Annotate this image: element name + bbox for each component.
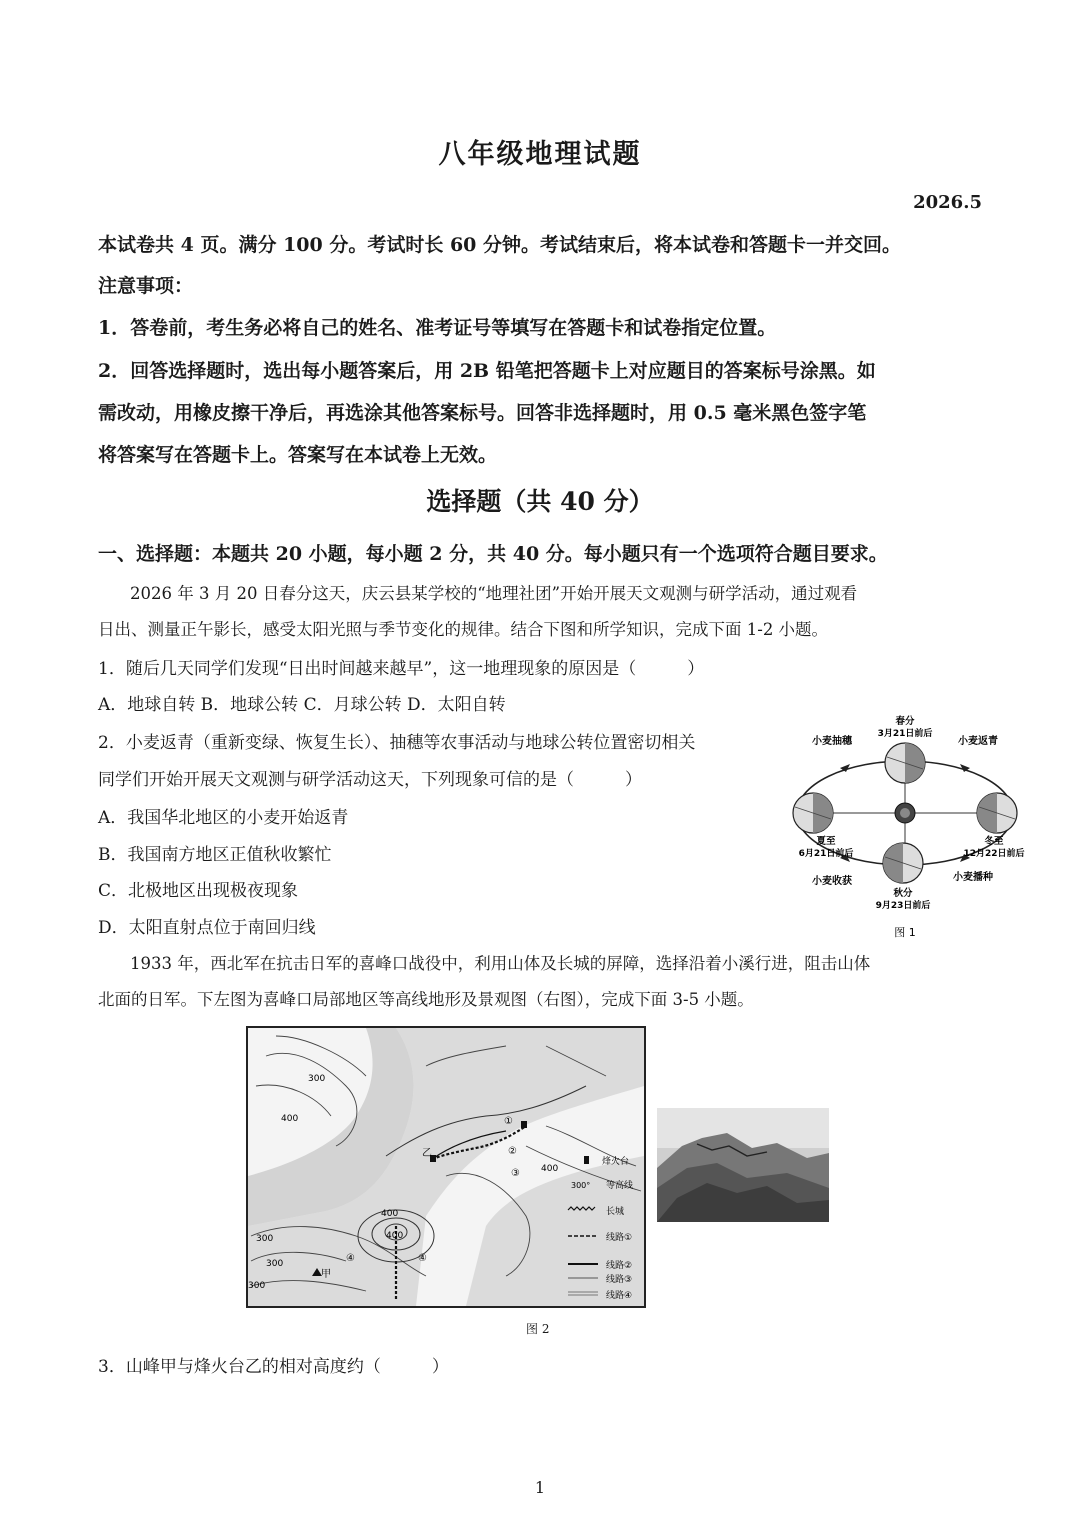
fig2-contour-400d: 400 <box>281 1114 299 1124</box>
fig1-winter: 冬至 <box>984 836 1004 847</box>
fig1-summer-date: 6月21日前后 <box>798 849 854 859</box>
page-number: 1 <box>534 1478 546 1497</box>
fig1-label-heading: 小麦抽穗 <box>812 736 852 747</box>
fig1-autumn: 秋分 <box>893 888 913 899</box>
notice-item-2-line-2: 需改动，用橡皮擦干净后，再选涂其他答案标号。回答非选择题时，用 0.5 毫米黑色签字笔 <box>98 402 867 424</box>
fig1-label-sowing: 小麦播种 <box>953 872 993 883</box>
fig2-contour-300b: 300 <box>256 1234 274 1244</box>
fig2-beacon-label: 乙 <box>422 1148 432 1159</box>
question-2-option-b: B．我国南方地区正值秋收繁忙 <box>98 845 332 865</box>
fig2-route-mark-2: ② <box>508 1146 517 1157</box>
legend-route-3: 线路③ <box>606 1275 633 1285</box>
fig1-winter-date: 12月22日前后 <box>963 849 1025 859</box>
legend-contour: 等高线 <box>606 1181 634 1191</box>
notice-item-1: 1．答卷前，考生务必将自己的姓名、准考证号等填写在答题卡和试卷指定位置。 <box>98 317 777 339</box>
fig1-spring-date: 3月21日前后 <box>877 729 933 739</box>
fig2-contour-400c: 400 <box>386 1231 404 1241</box>
question-1-options: A．地球自转 B．地球公转 C．月球公转 D．太阳自转 <box>98 695 506 715</box>
legend-beacon-icon <box>584 1156 589 1164</box>
fig1-summer: 夏至 <box>816 836 836 847</box>
earth-spring-icon <box>885 743 925 783</box>
earth-winter-icon <box>977 793 1017 833</box>
legend-route-4: 线路④ <box>606 1291 633 1301</box>
fig2-caption: 图 2 <box>526 1322 550 1336</box>
fig1-label-greening: 小麦返青 <box>958 736 998 747</box>
section-title: 选择题（共 40 分） <box>426 487 654 516</box>
exam-date: 2026.5 <box>913 192 982 213</box>
page-title: 八年级地理试题 <box>438 139 642 170</box>
part-one-heading: 一、选择题：本题共 20 小题，每小题 2 分，共 40 分。每小题只有一个选项符合题目要求。 <box>98 543 888 565</box>
question-2-option-c: C．北极地区出现极夜现象 <box>98 881 299 901</box>
fig2-route-mark-1: ① <box>504 1116 513 1127</box>
fig2-contour-400b: 400 <box>381 1209 399 1219</box>
fig2-contour-400a: 400 <box>541 1164 559 1174</box>
passage-2-line-1: 1933 年，西北军在抗击日军的喜峰口战役中，利用山体及长城的屏障，选择沿着小溪行进，阻击山体 <box>130 954 871 973</box>
fig2-contour-300a: 300 <box>308 1074 326 1084</box>
passage-1-line-1: 2026 年 3 月 20 日春分这天，庆云县某学校的“地理社团”开始开展天文观测与研学活动，通过观看 <box>130 584 858 603</box>
question-2-line-1: 2．小麦返青（重新变绿、恢复生长）、抽穗等农事活动与地球公转位置密切相关 <box>98 733 696 753</box>
notice-heading: 注意事项： <box>98 275 194 297</box>
passage-2-line-2: 北面的日军。下左图为喜峰口局部地区等高线地形及景观图（右图），完成下面 3-5 小题。 <box>98 990 754 1009</box>
figure-2-legend <box>566 1148 666 1308</box>
legend-route-1: 线路① <box>606 1233 633 1243</box>
fig2-route-mark-4b: ④ <box>418 1253 427 1264</box>
intro-text: 本试卷共 4 页。满分 100 分。考试时长 60 分钟。考试结束后，将本试卷和答题卡一并交回。 <box>98 234 902 256</box>
earth-autumn-icon <box>883 843 923 883</box>
fig2-peak-label: 甲 <box>321 1269 331 1280</box>
passage-1-line-2: 日出、测量正午影长，感受太阳光照与季节变化的规律。结合下图和所学知识，完成下面 1-2 小题。 <box>98 620 829 639</box>
fig2-contour-300d: 300 <box>248 1281 266 1291</box>
fig2-contour-300c: 300 <box>266 1259 284 1269</box>
fig2-route-mark-4a: ④ <box>346 1253 355 1264</box>
fig2-route-mark-3: ③ <box>511 1168 520 1179</box>
notice-item-2-line-1: 2．回答选择题时，选出每小题答案后，用 2B 铅笔把答题卡上对应题目的答案标号涂黑。如 <box>98 360 876 382</box>
fig1-autumn-date: 9月23日前后 <box>875 901 931 911</box>
question-2-line-2: 同学们开始开展天文观测与研学活动这天，下列现象可信的是（ ） <box>98 770 642 790</box>
legend-wall: 长城 <box>606 1207 625 1217</box>
figure-2-landscape-photo <box>657 1108 829 1222</box>
fig1-label-harvest: 小麦收获 <box>812 876 852 887</box>
question-2-option-d: D．太阳直射点位于南回归线 <box>98 918 316 938</box>
legend-beacon: 烽火台 <box>602 1157 630 1167</box>
fig1-caption: 图 1 <box>894 926 916 939</box>
figure-1-orbit-diagram <box>780 712 1050 944</box>
earth-summer-icon <box>793 793 833 833</box>
question-2-option-a: A．我国华北地区的小麦开始返青 <box>98 808 349 828</box>
fig1-spring: 春分 <box>895 716 915 727</box>
question-1: 1．随后几天同学们发现“日出时间越来越早”，这一地理现象的原因是（ ） <box>98 659 705 679</box>
legend-contour-sample: 300° <box>571 1181 591 1190</box>
notice-item-2-line-3: 将答案写在答题卡上。答案写在本试卷上无效。 <box>98 444 498 466</box>
question-3: 3．山峰甲与烽火台乙的相对高度约（ ） <box>98 1357 449 1377</box>
legend-route-2: 线路② <box>606 1261 633 1271</box>
